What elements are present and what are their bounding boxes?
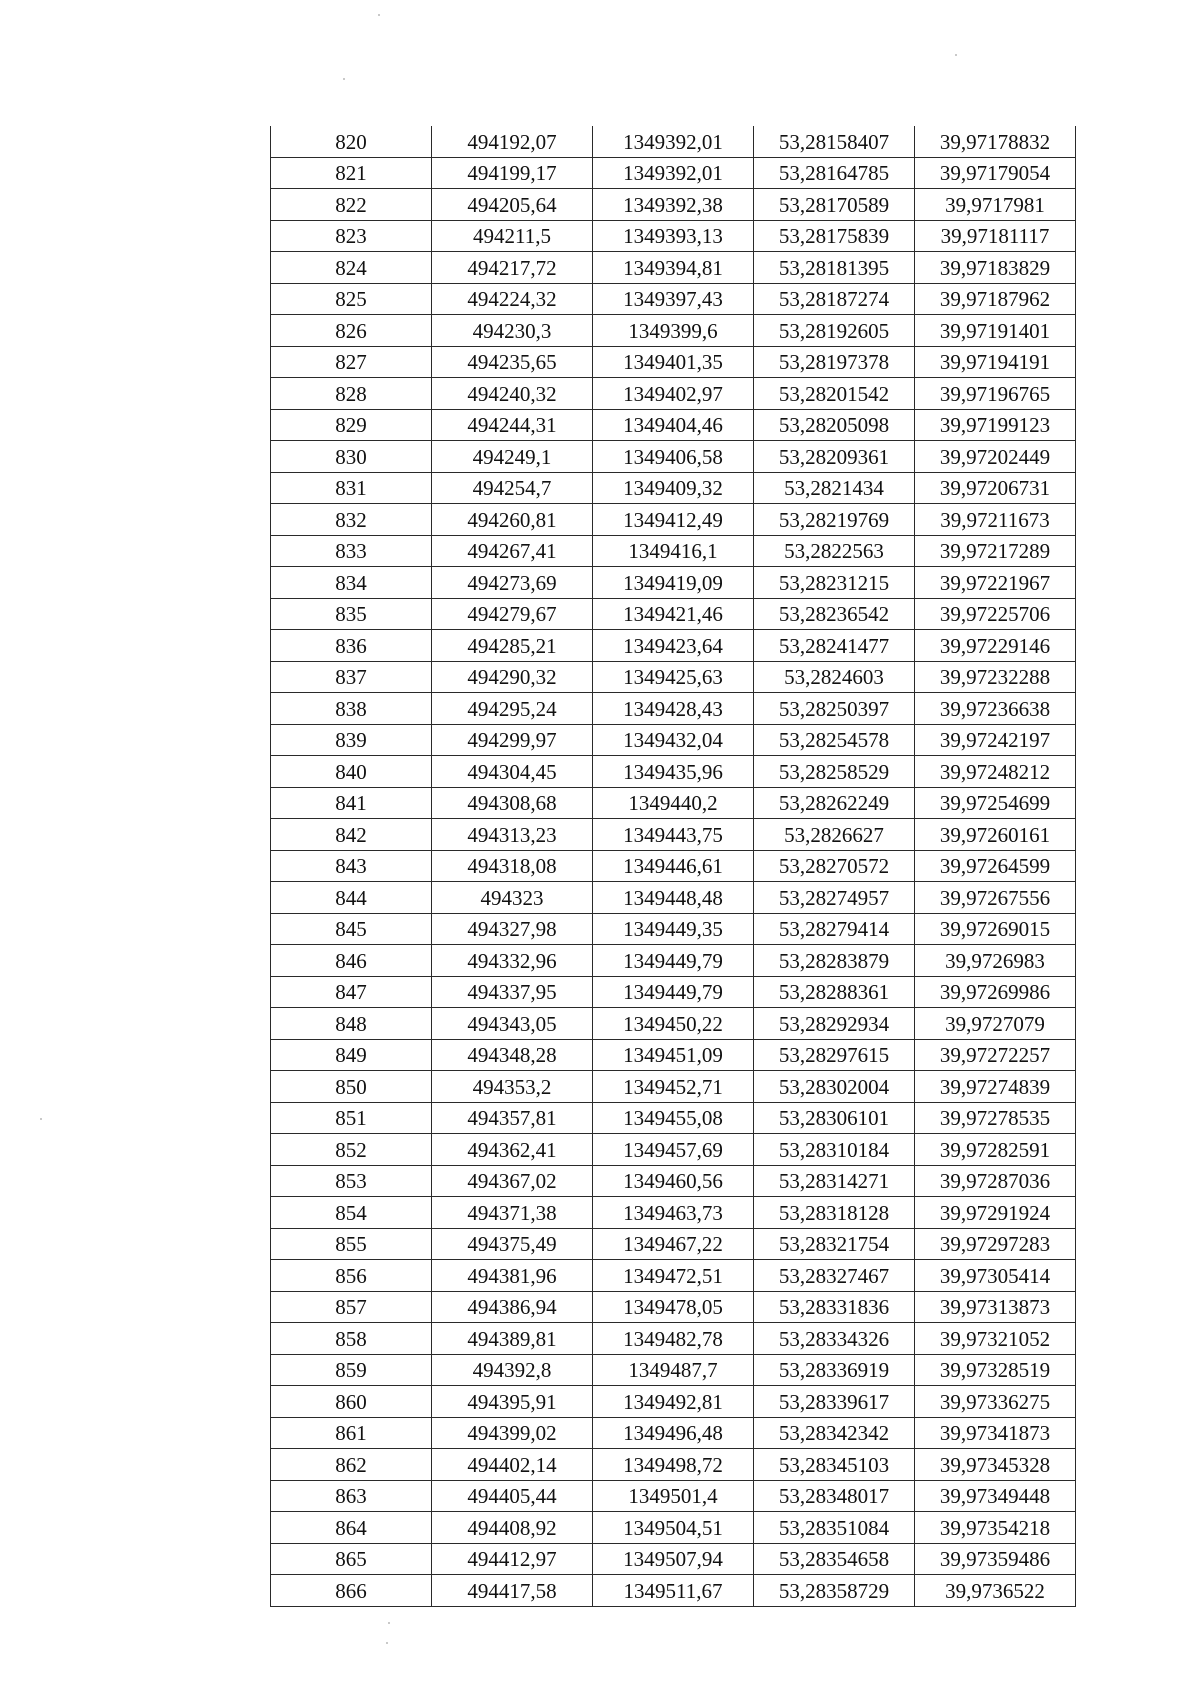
table-row xyxy=(271,535,1076,567)
point-number-cell: 820 xyxy=(271,126,432,157)
point-number-cell: 850 xyxy=(271,1071,432,1103)
coord-x-cell: 494235,65 xyxy=(432,346,593,378)
latitude-cell: 53,28274957 xyxy=(754,882,915,914)
table-row xyxy=(271,913,1076,945)
coord-y-cell: 1349467,22 xyxy=(593,1228,754,1260)
latitude-cell: 53,28197378 xyxy=(754,346,915,378)
coord-y-cell: 1349449,79 xyxy=(593,976,754,1008)
point-number-cell: 857 xyxy=(271,1291,432,1323)
longitude-cell: 39,97179054 xyxy=(915,157,1076,189)
coord-y-cell: 1349423,64 xyxy=(593,630,754,662)
latitude-cell: 53,2821434 xyxy=(754,472,915,504)
coord-x-cell: 494308,68 xyxy=(432,787,593,819)
coord-y-cell: 1349463,73 xyxy=(593,1197,754,1229)
latitude-cell: 53,28334326 xyxy=(754,1323,915,1355)
point-number-cell: 861 xyxy=(271,1417,432,1449)
longitude-cell: 39,97269015 xyxy=(915,913,1076,945)
longitude-cell: 39,9717981 xyxy=(915,189,1076,221)
coord-x-cell: 494381,96 xyxy=(432,1260,593,1292)
coord-x-cell: 494392,8 xyxy=(432,1354,593,1386)
point-number-cell: 822 xyxy=(271,189,432,221)
longitude-cell: 39,97274839 xyxy=(915,1071,1076,1103)
coord-y-cell: 1349428,43 xyxy=(593,693,754,725)
coord-x-cell: 494412,97 xyxy=(432,1543,593,1575)
latitude-cell: 53,2822563 xyxy=(754,535,915,567)
coord-x-cell: 494417,58 xyxy=(432,1575,593,1607)
longitude-cell: 39,97328519 xyxy=(915,1354,1076,1386)
table-row xyxy=(271,661,1076,693)
coord-x-cell: 494375,49 xyxy=(432,1228,593,1260)
coord-x-cell: 494230,3 xyxy=(432,315,593,347)
latitude-cell: 53,28236542 xyxy=(754,598,915,630)
scan-speck xyxy=(343,78,345,80)
table-row xyxy=(271,1165,1076,1197)
longitude-cell: 39,97278535 xyxy=(915,1102,1076,1134)
point-number-cell: 829 xyxy=(271,409,432,441)
longitude-cell: 39,97225706 xyxy=(915,598,1076,630)
coordinates-table xyxy=(270,126,1076,1607)
table-row xyxy=(271,1449,1076,1481)
coord-y-cell: 1349457,69 xyxy=(593,1134,754,1166)
coord-x-cell: 494399,02 xyxy=(432,1417,593,1449)
coord-y-cell: 1349401,35 xyxy=(593,346,754,378)
table-row xyxy=(271,1039,1076,1071)
coord-x-cell: 494348,28 xyxy=(432,1039,593,1071)
coord-y-cell: 1349460,56 xyxy=(593,1165,754,1197)
coord-x-cell: 494357,81 xyxy=(432,1102,593,1134)
latitude-cell: 53,28170589 xyxy=(754,189,915,221)
latitude-cell: 53,28270572 xyxy=(754,850,915,882)
point-number-cell: 846 xyxy=(271,945,432,977)
longitude-cell: 39,97287036 xyxy=(915,1165,1076,1197)
point-number-cell: 838 xyxy=(271,693,432,725)
longitude-cell: 39,97272257 xyxy=(915,1039,1076,1071)
latitude-cell: 53,28331836 xyxy=(754,1291,915,1323)
longitude-cell: 39,97321052 xyxy=(915,1323,1076,1355)
coordinates-table-body xyxy=(271,126,1076,1606)
longitude-cell: 39,9736522 xyxy=(915,1575,1076,1607)
point-number-cell: 840 xyxy=(271,756,432,788)
longitude-cell: 39,97181117 xyxy=(915,220,1076,252)
coord-x-cell: 494386,94 xyxy=(432,1291,593,1323)
coord-y-cell: 1349501,4 xyxy=(593,1480,754,1512)
point-number-cell: 862 xyxy=(271,1449,432,1481)
latitude-cell: 53,28318128 xyxy=(754,1197,915,1229)
table-row xyxy=(271,693,1076,725)
latitude-cell: 53,28205098 xyxy=(754,409,915,441)
point-number-cell: 863 xyxy=(271,1480,432,1512)
longitude-cell: 39,97291924 xyxy=(915,1197,1076,1229)
coord-y-cell: 1349409,32 xyxy=(593,472,754,504)
coord-x-cell: 494224,32 xyxy=(432,283,593,315)
longitude-cell: 39,97191401 xyxy=(915,315,1076,347)
point-number-cell: 821 xyxy=(271,157,432,189)
coord-x-cell: 494290,32 xyxy=(432,661,593,693)
coord-y-cell: 1349404,46 xyxy=(593,409,754,441)
table-row xyxy=(271,1386,1076,1418)
table-row xyxy=(271,567,1076,599)
latitude-cell: 53,28262249 xyxy=(754,787,915,819)
point-number-cell: 832 xyxy=(271,504,432,536)
table-row xyxy=(271,1102,1076,1134)
coord-x-cell: 494405,44 xyxy=(432,1480,593,1512)
coord-y-cell: 1349450,22 xyxy=(593,1008,754,1040)
point-number-cell: 828 xyxy=(271,378,432,410)
table-row xyxy=(271,1543,1076,1575)
coord-y-cell: 1349421,46 xyxy=(593,598,754,630)
longitude-cell: 39,97248212 xyxy=(915,756,1076,788)
point-number-cell: 833 xyxy=(271,535,432,567)
coord-x-cell: 494323 xyxy=(432,882,593,914)
point-number-cell: 856 xyxy=(271,1260,432,1292)
table-row xyxy=(271,441,1076,473)
coord-y-cell: 1349394,81 xyxy=(593,252,754,284)
table-row xyxy=(271,850,1076,882)
coord-x-cell: 494371,38 xyxy=(432,1197,593,1229)
table-row xyxy=(271,315,1076,347)
table-row xyxy=(271,1354,1076,1386)
scan-speck xyxy=(388,1622,390,1624)
coord-x-cell: 494205,64 xyxy=(432,189,593,221)
table-row xyxy=(271,1197,1076,1229)
coord-y-cell: 1349472,51 xyxy=(593,1260,754,1292)
latitude-cell: 53,28342342 xyxy=(754,1417,915,1449)
point-number-cell: 849 xyxy=(271,1039,432,1071)
coord-y-cell: 1349492,81 xyxy=(593,1386,754,1418)
longitude-cell: 39,97187962 xyxy=(915,283,1076,315)
longitude-cell: 39,97345328 xyxy=(915,1449,1076,1481)
table-row xyxy=(271,1480,1076,1512)
point-number-cell: 826 xyxy=(271,315,432,347)
latitude-cell: 53,2824603 xyxy=(754,661,915,693)
longitude-cell: 39,97183829 xyxy=(915,252,1076,284)
point-number-cell: 835 xyxy=(271,598,432,630)
table-row xyxy=(271,787,1076,819)
coord-x-cell: 494395,91 xyxy=(432,1386,593,1418)
coord-y-cell: 1349451,09 xyxy=(593,1039,754,1071)
coord-y-cell: 1349487,7 xyxy=(593,1354,754,1386)
table-row xyxy=(271,756,1076,788)
coord-y-cell: 1349399,6 xyxy=(593,315,754,347)
table-row xyxy=(271,819,1076,851)
coord-x-cell: 494327,98 xyxy=(432,913,593,945)
point-number-cell: 824 xyxy=(271,252,432,284)
coord-x-cell: 494211,5 xyxy=(432,220,593,252)
coord-y-cell: 1349511,67 xyxy=(593,1575,754,1607)
table-row xyxy=(271,630,1076,662)
latitude-cell: 53,28314271 xyxy=(754,1165,915,1197)
point-number-cell: 839 xyxy=(271,724,432,756)
table-row xyxy=(271,1228,1076,1260)
point-number-cell: 848 xyxy=(271,1008,432,1040)
table-row xyxy=(271,189,1076,221)
longitude-cell: 39,97354218 xyxy=(915,1512,1076,1544)
coord-y-cell: 1349440,2 xyxy=(593,787,754,819)
coord-y-cell: 1349416,1 xyxy=(593,535,754,567)
latitude-cell: 53,28292934 xyxy=(754,1008,915,1040)
longitude-cell: 39,9727079 xyxy=(915,1008,1076,1040)
latitude-cell: 53,28231215 xyxy=(754,567,915,599)
table-row xyxy=(271,346,1076,378)
latitude-cell: 53,28258529 xyxy=(754,756,915,788)
point-number-cell: 837 xyxy=(271,661,432,693)
coord-x-cell: 494318,08 xyxy=(432,850,593,882)
coord-x-cell: 494254,7 xyxy=(432,472,593,504)
latitude-cell: 53,28297615 xyxy=(754,1039,915,1071)
table-row xyxy=(271,1291,1076,1323)
table-row xyxy=(271,1134,1076,1166)
point-number-cell: 831 xyxy=(271,472,432,504)
coord-x-cell: 494217,72 xyxy=(432,252,593,284)
latitude-cell: 53,28345103 xyxy=(754,1449,915,1481)
coord-y-cell: 1349452,71 xyxy=(593,1071,754,1103)
latitude-cell: 53,28336919 xyxy=(754,1354,915,1386)
scan-speck xyxy=(40,1118,42,1120)
latitude-cell: 53,28192605 xyxy=(754,315,915,347)
table-row xyxy=(271,976,1076,1008)
point-number-cell: 827 xyxy=(271,346,432,378)
longitude-cell: 39,97297283 xyxy=(915,1228,1076,1260)
coord-y-cell: 1349419,09 xyxy=(593,567,754,599)
latitude-cell: 53,28201542 xyxy=(754,378,915,410)
latitude-cell: 53,28283879 xyxy=(754,945,915,977)
table-row xyxy=(271,1417,1076,1449)
point-number-cell: 851 xyxy=(271,1102,432,1134)
coord-y-cell: 1349504,51 xyxy=(593,1512,754,1544)
longitude-cell: 39,97211673 xyxy=(915,504,1076,536)
point-number-cell: 843 xyxy=(271,850,432,882)
table-row xyxy=(271,1008,1076,1040)
scan-speck xyxy=(955,54,957,56)
point-number-cell: 852 xyxy=(271,1134,432,1166)
longitude-cell: 39,97267556 xyxy=(915,882,1076,914)
longitude-cell: 39,97242197 xyxy=(915,724,1076,756)
coord-y-cell: 1349392,01 xyxy=(593,126,754,157)
coord-y-cell: 1349507,94 xyxy=(593,1543,754,1575)
latitude-cell: 53,28175839 xyxy=(754,220,915,252)
longitude-cell: 39,9726983 xyxy=(915,945,1076,977)
coord-x-cell: 494343,05 xyxy=(432,1008,593,1040)
longitude-cell: 39,97282591 xyxy=(915,1134,1076,1166)
point-number-cell: 834 xyxy=(271,567,432,599)
longitude-cell: 39,97217289 xyxy=(915,535,1076,567)
latitude-cell: 53,28181395 xyxy=(754,252,915,284)
coord-x-cell: 494362,41 xyxy=(432,1134,593,1166)
latitude-cell: 53,28187274 xyxy=(754,283,915,315)
scan-speck xyxy=(386,1642,388,1644)
table-row xyxy=(271,1260,1076,1292)
longitude-cell: 39,97260161 xyxy=(915,819,1076,851)
coord-x-cell: 494367,02 xyxy=(432,1165,593,1197)
scan-speck xyxy=(378,14,380,16)
point-number-cell: 844 xyxy=(271,882,432,914)
point-number-cell: 830 xyxy=(271,441,432,473)
table-row xyxy=(271,126,1076,157)
longitude-cell: 39,97264599 xyxy=(915,850,1076,882)
coord-x-cell: 494304,45 xyxy=(432,756,593,788)
latitude-cell: 53,2826627 xyxy=(754,819,915,851)
coord-x-cell: 494353,2 xyxy=(432,1071,593,1103)
coord-y-cell: 1349498,72 xyxy=(593,1449,754,1481)
table-row xyxy=(271,252,1076,284)
point-number-cell: 865 xyxy=(271,1543,432,1575)
coord-y-cell: 1349482,78 xyxy=(593,1323,754,1355)
longitude-cell: 39,97196765 xyxy=(915,378,1076,410)
longitude-cell: 39,97359486 xyxy=(915,1543,1076,1575)
longitude-cell: 39,97269986 xyxy=(915,976,1076,1008)
latitude-cell: 53,28254578 xyxy=(754,724,915,756)
latitude-cell: 53,28164785 xyxy=(754,157,915,189)
coord-x-cell: 494332,96 xyxy=(432,945,593,977)
table-row xyxy=(271,882,1076,914)
latitude-cell: 53,28306101 xyxy=(754,1102,915,1134)
longitude-cell: 39,97349448 xyxy=(915,1480,1076,1512)
latitude-cell: 53,28158407 xyxy=(754,126,915,157)
coord-y-cell: 1349406,58 xyxy=(593,441,754,473)
point-number-cell: 847 xyxy=(271,976,432,1008)
coord-x-cell: 494389,81 xyxy=(432,1323,593,1355)
coord-y-cell: 1349393,13 xyxy=(593,220,754,252)
table-row xyxy=(271,598,1076,630)
table-row xyxy=(271,472,1076,504)
table-row xyxy=(271,409,1076,441)
longitude-cell: 39,97178832 xyxy=(915,126,1076,157)
coord-y-cell: 1349449,79 xyxy=(593,945,754,977)
coord-y-cell: 1349402,97 xyxy=(593,378,754,410)
latitude-cell: 53,28321754 xyxy=(754,1228,915,1260)
point-number-cell: 825 xyxy=(271,283,432,315)
table-row xyxy=(271,220,1076,252)
coord-x-cell: 494244,31 xyxy=(432,409,593,441)
longitude-cell: 39,97206731 xyxy=(915,472,1076,504)
coord-x-cell: 494199,17 xyxy=(432,157,593,189)
point-number-cell: 841 xyxy=(271,787,432,819)
table-row xyxy=(271,724,1076,756)
longitude-cell: 39,97221967 xyxy=(915,567,1076,599)
coord-x-cell: 494273,69 xyxy=(432,567,593,599)
coord-x-cell: 494249,1 xyxy=(432,441,593,473)
point-number-cell: 860 xyxy=(271,1386,432,1418)
longitude-cell: 39,97313873 xyxy=(915,1291,1076,1323)
table-row xyxy=(271,1071,1076,1103)
latitude-cell: 53,28250397 xyxy=(754,693,915,725)
coord-y-cell: 1349443,75 xyxy=(593,819,754,851)
longitude-cell: 39,97232288 xyxy=(915,661,1076,693)
table-row xyxy=(271,378,1076,410)
point-number-cell: 845 xyxy=(271,913,432,945)
table-row xyxy=(271,1575,1076,1607)
longitude-cell: 39,97199123 xyxy=(915,409,1076,441)
coord-x-cell: 494313,23 xyxy=(432,819,593,851)
point-number-cell: 853 xyxy=(271,1165,432,1197)
longitude-cell: 39,97254699 xyxy=(915,787,1076,819)
longitude-cell: 39,97202449 xyxy=(915,441,1076,473)
table-row xyxy=(271,504,1076,536)
coord-y-cell: 1349412,49 xyxy=(593,504,754,536)
latitude-cell: 53,28310184 xyxy=(754,1134,915,1166)
coord-x-cell: 494337,95 xyxy=(432,976,593,1008)
coord-x-cell: 494240,32 xyxy=(432,378,593,410)
coord-x-cell: 494260,81 xyxy=(432,504,593,536)
table-row xyxy=(271,1323,1076,1355)
longitude-cell: 39,97236638 xyxy=(915,693,1076,725)
point-number-cell: 836 xyxy=(271,630,432,662)
coord-x-cell: 494299,97 xyxy=(432,724,593,756)
coord-y-cell: 1349478,05 xyxy=(593,1291,754,1323)
longitude-cell: 39,97194191 xyxy=(915,346,1076,378)
latitude-cell: 53,28209361 xyxy=(754,441,915,473)
coord-y-cell: 1349448,48 xyxy=(593,882,754,914)
latitude-cell: 53,28351084 xyxy=(754,1512,915,1544)
point-number-cell: 864 xyxy=(271,1512,432,1544)
coordinates-table-container xyxy=(270,126,1075,1607)
table-row xyxy=(271,945,1076,977)
latitude-cell: 53,28348017 xyxy=(754,1480,915,1512)
coord-x-cell: 494285,21 xyxy=(432,630,593,662)
coord-x-cell: 494408,92 xyxy=(432,1512,593,1544)
coord-y-cell: 1349392,01 xyxy=(593,157,754,189)
longitude-cell: 39,97229146 xyxy=(915,630,1076,662)
coord-x-cell: 494402,14 xyxy=(432,1449,593,1481)
point-number-cell: 855 xyxy=(271,1228,432,1260)
coord-y-cell: 1349455,08 xyxy=(593,1102,754,1134)
latitude-cell: 53,28219769 xyxy=(754,504,915,536)
latitude-cell: 53,28288361 xyxy=(754,976,915,1008)
longitude-cell: 39,97336275 xyxy=(915,1386,1076,1418)
coord-y-cell: 1349425,63 xyxy=(593,661,754,693)
point-number-cell: 854 xyxy=(271,1197,432,1229)
point-number-cell: 823 xyxy=(271,220,432,252)
coord-y-cell: 1349397,43 xyxy=(593,283,754,315)
latitude-cell: 53,28302004 xyxy=(754,1071,915,1103)
latitude-cell: 53,28354658 xyxy=(754,1543,915,1575)
latitude-cell: 53,28339617 xyxy=(754,1386,915,1418)
coord-y-cell: 1349496,48 xyxy=(593,1417,754,1449)
coord-y-cell: 1349392,38 xyxy=(593,189,754,221)
point-number-cell: 866 xyxy=(271,1575,432,1607)
coord-x-cell: 494192,07 xyxy=(432,126,593,157)
longitude-cell: 39,97305414 xyxy=(915,1260,1076,1292)
coord-x-cell: 494267,41 xyxy=(432,535,593,567)
latitude-cell: 53,28358729 xyxy=(754,1575,915,1607)
coord-y-cell: 1349435,96 xyxy=(593,756,754,788)
latitude-cell: 53,28241477 xyxy=(754,630,915,662)
table-row xyxy=(271,283,1076,315)
coord-y-cell: 1349449,35 xyxy=(593,913,754,945)
table-row xyxy=(271,1512,1076,1544)
point-number-cell: 842 xyxy=(271,819,432,851)
coord-x-cell: 494279,67 xyxy=(432,598,593,630)
point-number-cell: 859 xyxy=(271,1354,432,1386)
table-row xyxy=(271,157,1076,189)
latitude-cell: 53,28327467 xyxy=(754,1260,915,1292)
coord-x-cell: 494295,24 xyxy=(432,693,593,725)
point-number-cell: 858 xyxy=(271,1323,432,1355)
latitude-cell: 53,28279414 xyxy=(754,913,915,945)
longitude-cell: 39,97341873 xyxy=(915,1417,1076,1449)
coord-y-cell: 1349432,04 xyxy=(593,724,754,756)
coord-y-cell: 1349446,61 xyxy=(593,850,754,882)
